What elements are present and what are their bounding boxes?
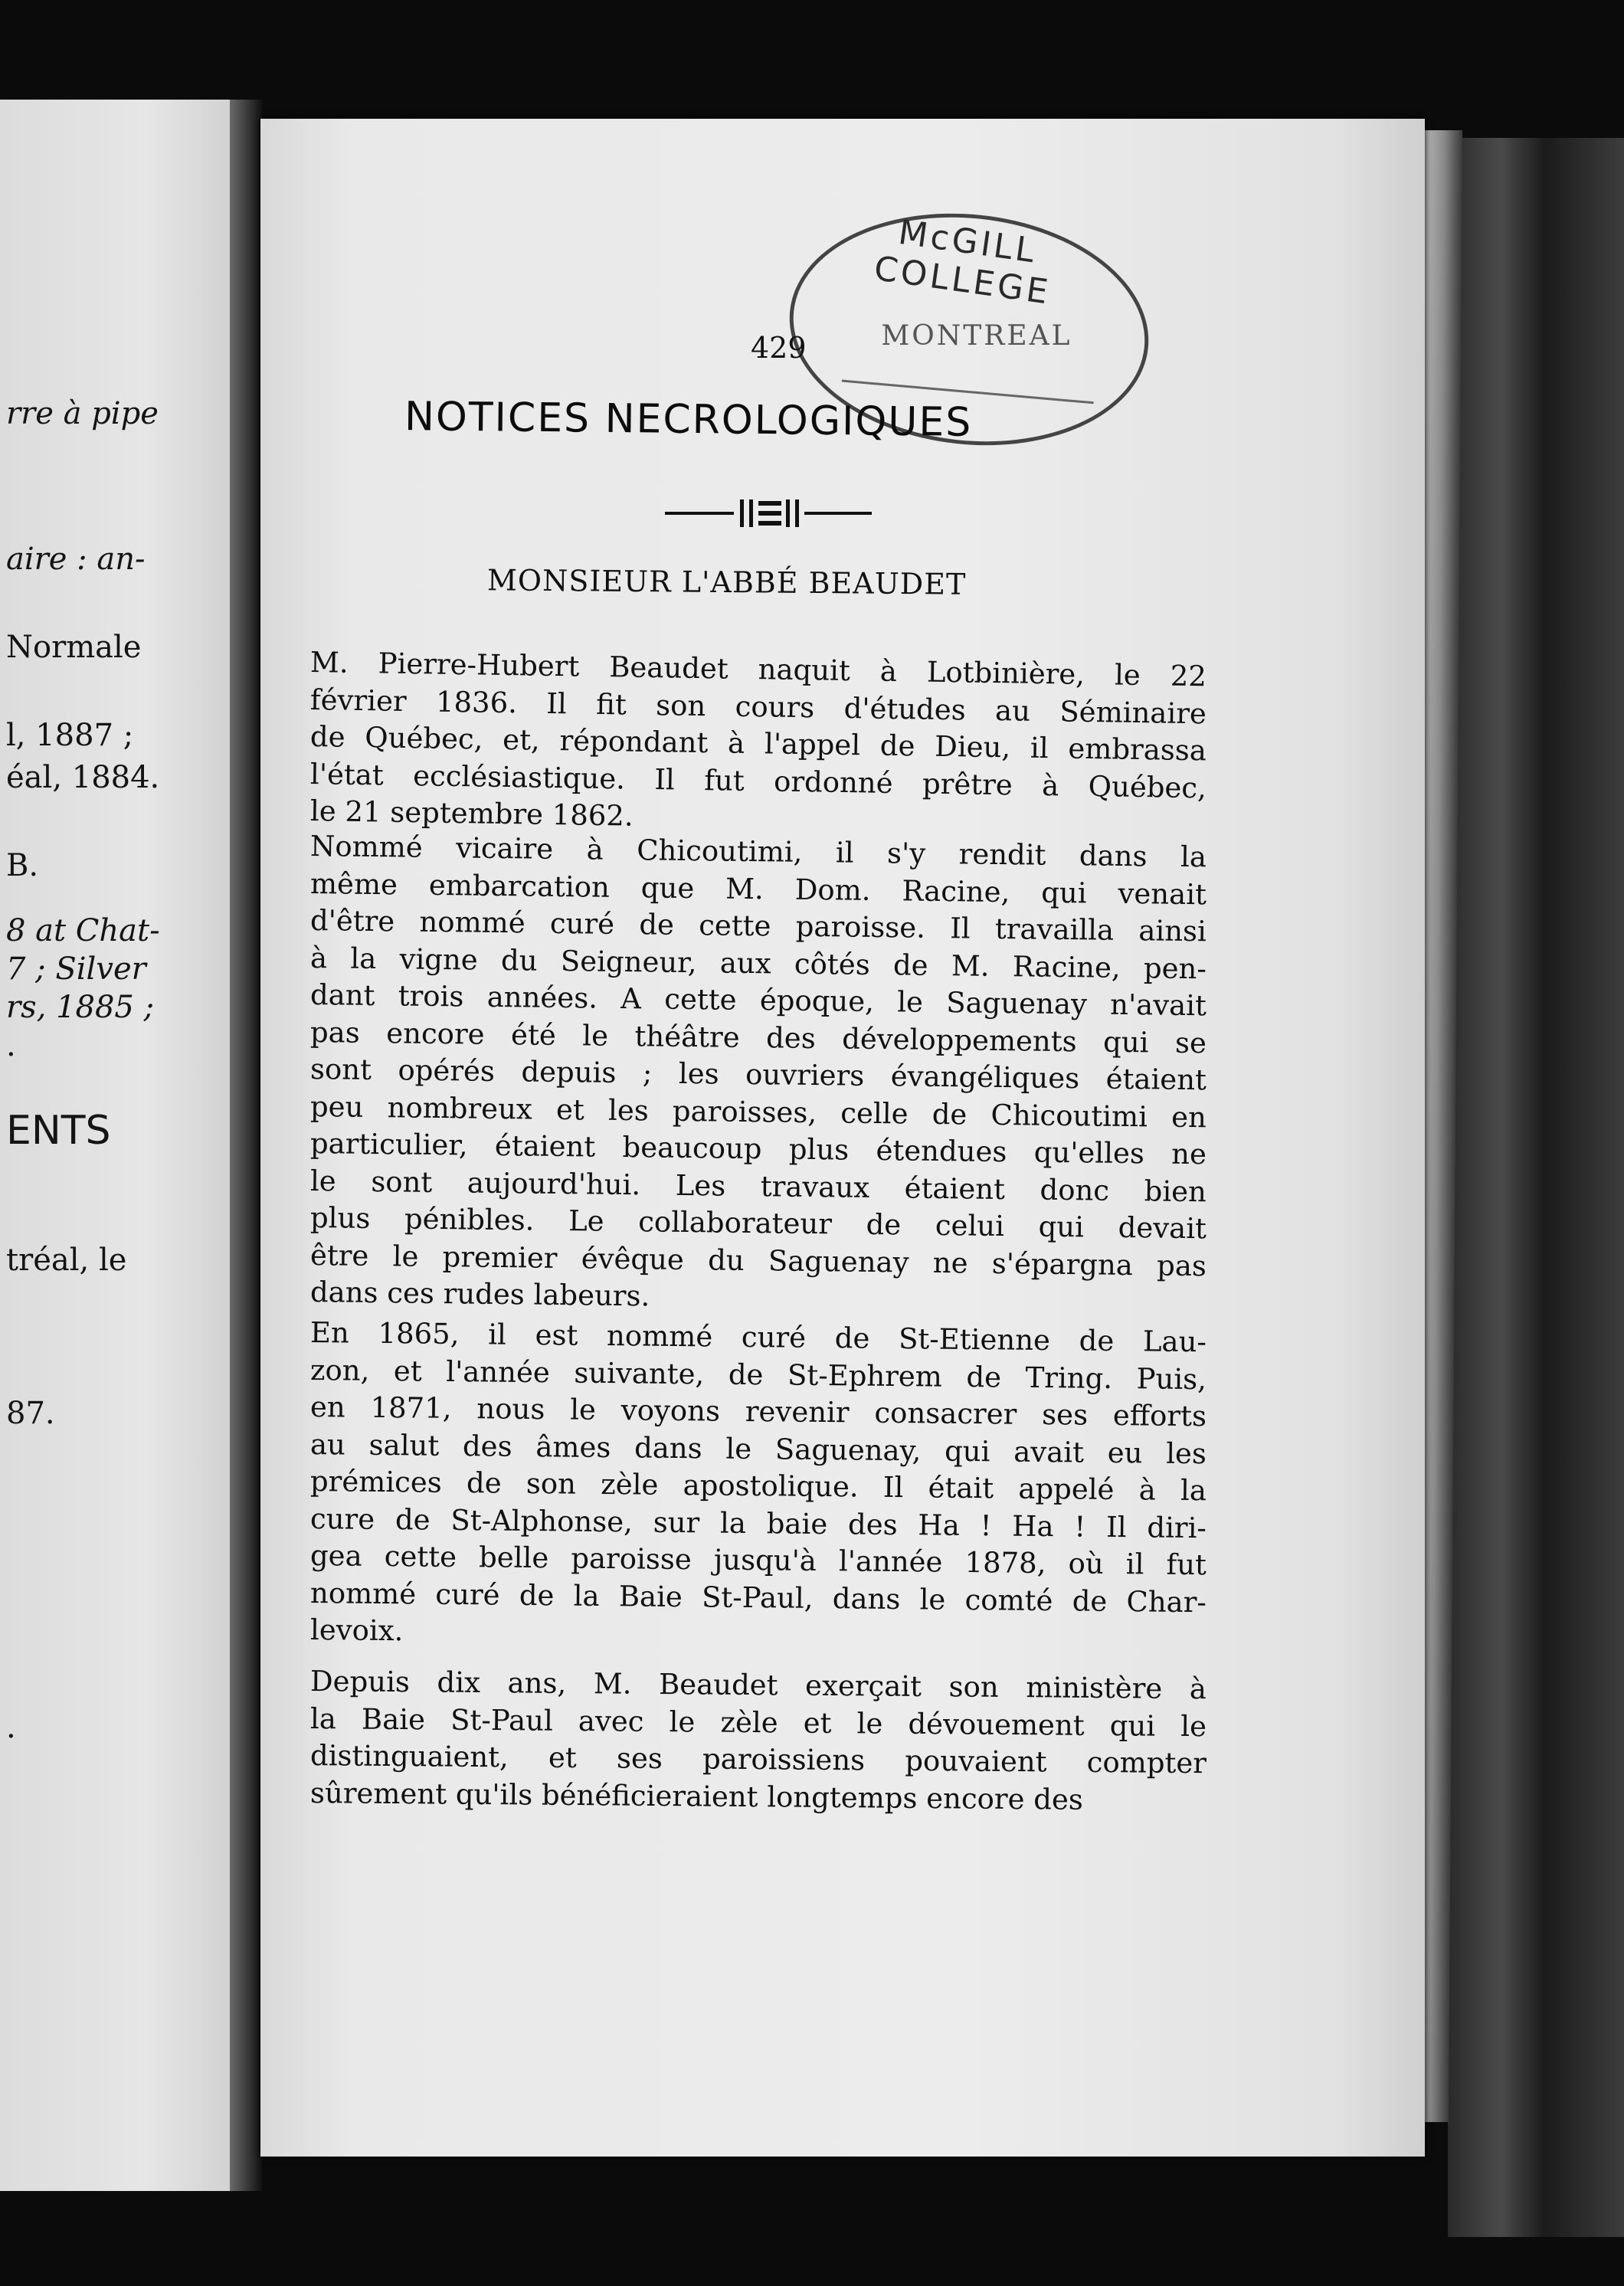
text-line: prémices de son zèle apostolique. Il était appelé à la — [309, 1465, 1207, 1508]
article-title: MONSIEUR L'ABBÉ BEAUDET — [486, 563, 967, 601]
page-number: 429 — [751, 331, 807, 365]
left-page-fragment-text: . — [6, 1710, 16, 1745]
text-line: même embarcation que M. Dom. Racine, qui venait — [309, 866, 1207, 911]
text-line: dans ces rudes labeurs. — [309, 1276, 650, 1313]
text-line: sûrement qu'ils bénéficieraient longtemps encore des — [309, 1776, 1084, 1816]
text-line: zon, et l'année suivante, de St-Ephrem de Tring. Puis, — [309, 1353, 1207, 1396]
left-page-fragment-text: éal, 1884. — [6, 760, 160, 795]
text-line: distinguaient, et ses paroissiens pouvaient compter — [309, 1739, 1207, 1780]
text-line: de Québec, et, répondant à l'appel de Dieu, il embrassa — [309, 720, 1207, 768]
text-line: pas encore été le théâtre des développements qui se — [309, 1015, 1207, 1059]
stamp-top-text: McGILL COLLEGE — [871, 212, 1053, 313]
stamp-middle-text: MONTREAL — [881, 320, 1072, 352]
left-page-fragment-text: l, 1887 ; — [6, 718, 134, 753]
left-page-fragment-text: ENTS — [6, 1108, 111, 1154]
text-line: cure de St-Alphonse, sur la baie des Ha ! Ha ! Il diri- — [309, 1502, 1207, 1544]
text-line: nommé curé de la Baie St-Paul, dans le comté de Char- — [309, 1576, 1207, 1619]
ornament-divider — [665, 496, 872, 530]
left-page-fragment-text: B. — [6, 848, 39, 883]
text-line: levoix. — [309, 1613, 404, 1648]
text-line: particulier, étaient beaucoup plus étendues qu'elles ne — [309, 1127, 1207, 1171]
text-line: l'état ecclésiastique. Il fut ordonné prêtre à Québec, — [309, 757, 1207, 804]
text-line: février 1836. Il fit son cours d'études au Séminaire — [309, 683, 1207, 730]
text-line: En 1865, il est nommé curé de St-Etienne de Lau- — [309, 1316, 1207, 1359]
text-line: M. Pierre-Hubert Beaudet naquit à Lotbinière, le 22 — [309, 646, 1207, 693]
text-line: Nommé vicaire à Chicoutimi, il s'y rendit dans la — [309, 830, 1207, 874]
left-page-fragment-text: aire : an- — [6, 542, 146, 577]
text-line: le sont aujourd'hui. Les travaux étaient donc bien — [309, 1164, 1207, 1208]
text-line: sont opérés depuis ; les ouvriers évangéliques étaient — [309, 1053, 1207, 1097]
text-line: en 1871, nous le voyons revenir consacrer ses efforts — [309, 1390, 1207, 1433]
text-line: gea cette belle paroisse jusqu'à l'année 1878, où il fut — [309, 1539, 1207, 1582]
text-line: à la vigne du Seigneur, aux côtés de M. Racine, pen- — [309, 941, 1207, 985]
left-page-fragment-text: . — [6, 1028, 16, 1063]
text-line: peu nombreux et les paroisses, celle de Chicoutimi en — [309, 1089, 1207, 1134]
text-line: d'être nommé curé de cette paroisse. Il travailla ainsi — [309, 904, 1207, 948]
left-page-fragment-text: rre à pipe — [6, 396, 159, 431]
left-page-fragment-text: rs, 1885 ; — [6, 990, 155, 1025]
left-page-fragment-text: Normale — [6, 630, 142, 665]
left-page-fragment-text: 7 ; Silver — [6, 951, 146, 987]
text-line: la Baie St-Paul avec le zèle et le dévouement qui le — [309, 1701, 1207, 1743]
text-line: Depuis dix ans, M. Beaudet exerçait son ministère à — [309, 1665, 1207, 1706]
text-line: être le premier évêque du Saguenay ne s'épargna pas — [309, 1238, 1207, 1282]
text-line: le 21 septembre 1862. — [309, 794, 634, 833]
left-page-fragment-text: tréal, le — [6, 1243, 127, 1278]
text-line: au salut des âmes dans le Saguenay, qui avait eu les — [309, 1427, 1207, 1470]
book-cover-edge — [1448, 138, 1624, 2237]
text-line: dant trois années. A cette époque, le Saguenay n'avait — [309, 978, 1207, 1023]
book-gutter-shadow — [230, 100, 262, 2191]
page-heading: NOTICES NECROLOGIQUES — [404, 394, 973, 446]
left-page-fragment-text: 87. — [6, 1396, 55, 1431]
text-line: plus pénibles. Le collaborateur de celui qui devait — [309, 1201, 1207, 1246]
left-page-fragment-text: 8 at Chat- — [6, 913, 160, 948]
